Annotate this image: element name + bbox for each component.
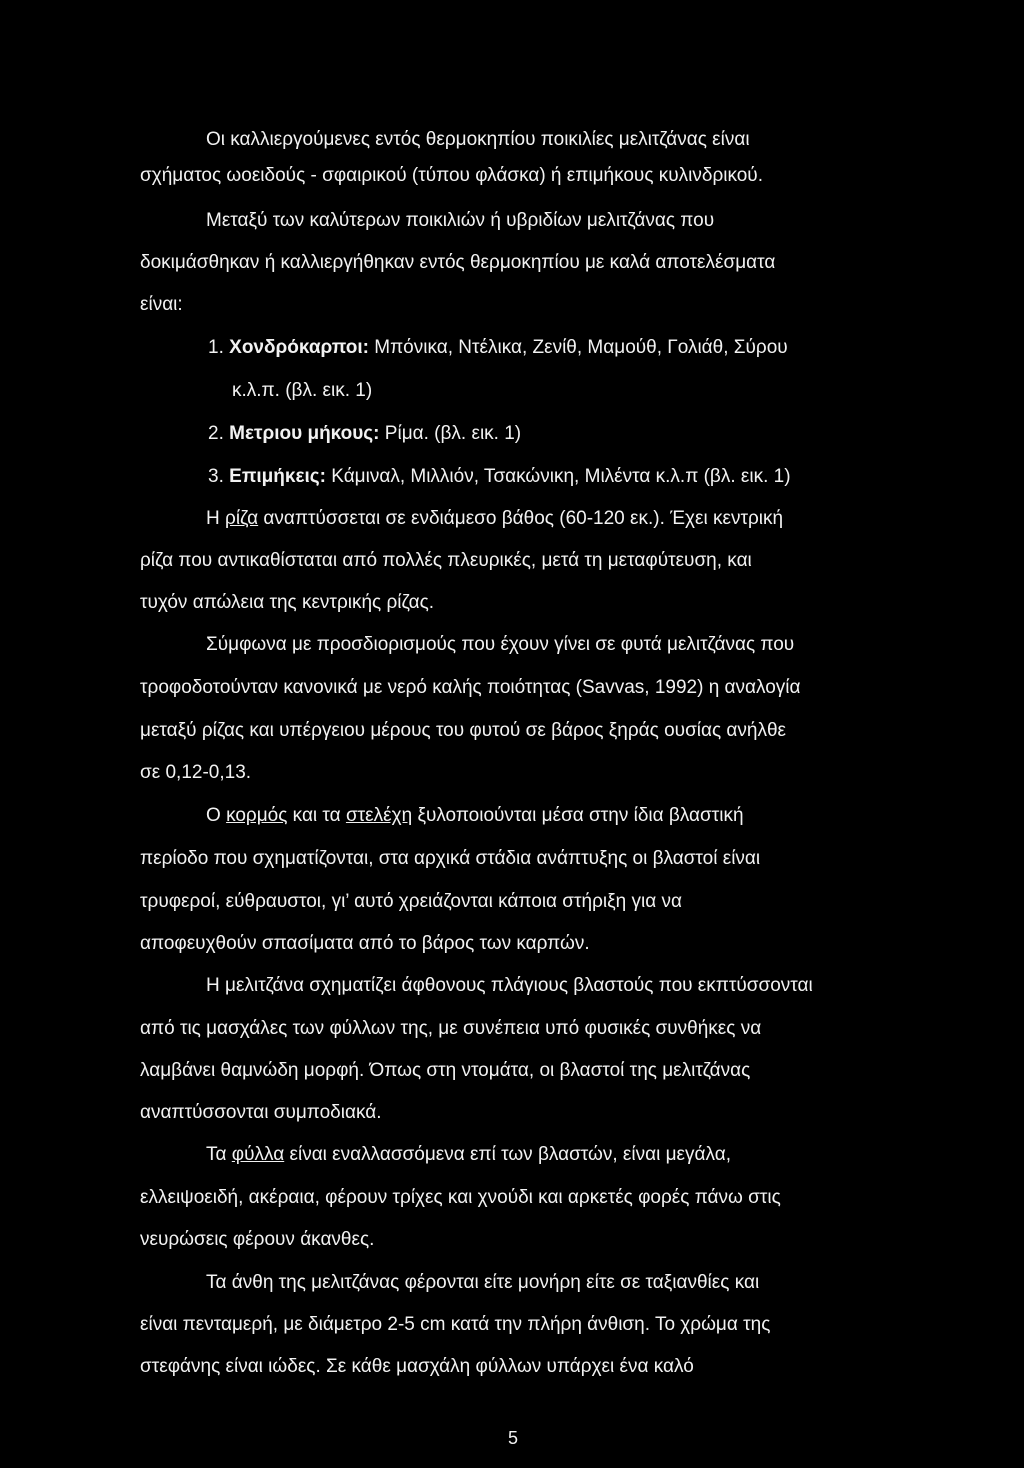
- paragraph-7-word-1: Τα: [206, 1144, 227, 1165]
- paragraph-3-line-2: ρίζα που αντικαθίσταται από πολλές πλευρικές, μετά τη μεταφύτευση, και: [140, 550, 752, 571]
- list-item-1-number: 1.: [208, 337, 224, 358]
- paragraph-5-rest: ξυλοποιούνται μέσα στην ίδια βλαστική: [417, 805, 744, 826]
- list-item-2-label: Μετριου μήκους:: [229, 423, 380, 444]
- list-item-2: [208, 422, 808, 446]
- list-item-2-text: Ρίμα. (βλ. εικ. 1): [384, 423, 522, 444]
- paragraph-3-word-1: Η: [206, 508, 220, 529]
- paragraph-2-line-2: δοκιμάσθηκαν ή καλλιεργήθηκαν εντός θερμοκηπίου με καλά αποτελέσματα: [140, 252, 776, 273]
- list-item-3-text: Κάμιναλ, Μιλλιόν, Τσακώνικη, Μιλέντα κ.λ.π (βλ. εικ. 1): [331, 466, 791, 487]
- paragraph-2-line-3: είναι:: [140, 294, 183, 315]
- paragraph-3-line-1: [206, 507, 890, 531]
- paragraph-7-rest: είναι εναλλασσόμενα επί των βλαστών, είναι μεγάλα,: [289, 1144, 731, 1165]
- stems-link: στελέχη: [345, 805, 413, 826]
- leaves-link: φύλλα: [231, 1144, 285, 1165]
- list-item-3: [208, 465, 890, 489]
- paragraph-5-words-2: και τα: [292, 805, 341, 826]
- list-item-1: [208, 336, 890, 360]
- paragraph-7-line-3: νευρώσεις φέρουν άκανθες.: [140, 1229, 375, 1250]
- paragraph-5-word-1: Ο: [206, 805, 221, 826]
- paragraph-4-line-3: μεταξύ ρίζας και υπέργειου μέρους του φυτού σε βάρος ξηράς ουσίας ανήλθε: [140, 720, 787, 741]
- paragraph-8-line-1: Τα άνθη της μελιτζάνας φέρονται είτε μονήρη είτε σε ταξιανθίες και: [206, 1272, 760, 1293]
- list-item-1-text: Μπόνικα, Ντέλικα, Ζενίθ, Μαμούθ, Γολιάθ, Σύρου: [374, 337, 788, 358]
- trunk-link: κορμός: [226, 805, 288, 826]
- paragraph-7-line-2: ελλειψοειδή, ακέραια, φέρουν τρίχες και χνούδι και αρκετές φορές πάνω στις: [140, 1187, 781, 1208]
- paragraph-5-line-1: [206, 804, 890, 828]
- paragraph-6-line-4: αναπτύσσονται συμποδιακά.: [140, 1102, 382, 1123]
- paragraph-3-line-3: τυχόν απώλεια της κεντρικής ρίζας.: [140, 592, 435, 613]
- paragraph-8-line-3: στεφάνης είναι ιώδες. Σε κάθε μασχάλη φύλλων υπάρχει ένα καλό: [140, 1356, 694, 1377]
- paragraph-4-line-2: τροφοδοτούνταν κανονικά με νερό καλής ποιότητας (Savvas, 1992) η αναλογία: [140, 677, 801, 698]
- paragraph-6-line-3: λαμβάνει θαμνώδη μορφή. Όπως στη ντομάτα, οι βλαστοί της μελιτζάνας: [140, 1060, 751, 1081]
- paragraph-4-line-4: σε 0,12-0,13.: [140, 762, 252, 783]
- paragraph-5-line-4: αποφευχθούν σπασίματα από το βάρος των καρπών.: [140, 933, 590, 954]
- root-link: ρίζα: [225, 508, 259, 529]
- paragraph-1-line-1: Οι καλλιεργούμενες εντός θερμοκηπίου ποικιλίες μελιτζάνας είναι: [206, 129, 750, 150]
- list-item-1-label: Χονδρόκαρποι:: [229, 337, 369, 358]
- list-item-1-continuation: κ.λ.π. (βλ. εικ. 1): [232, 380, 373, 401]
- list-item-3-number: 3.: [208, 466, 224, 487]
- paragraph-4-line-1: Σύμφωνα με προσδιορισμούς που έχουν γίνει σε φυτά μελιτζάνας που: [206, 634, 795, 655]
- paragraph-6-line-2: από τις μασχάλες των φύλλων της, με συνέπεια υπό φυσικές συνθήκες να: [140, 1018, 762, 1039]
- list-item-2-number: 2.: [208, 423, 224, 444]
- page-number: 5: [508, 1428, 519, 1448]
- paragraph-5-line-2: περίοδο που σχηματίζονται, στα αρχικά στάδια ανάπτυξης οι βλαστοί είναι: [140, 848, 761, 869]
- paragraph-2-line-1: Μεταξύ των καλύτερων ποικιλιών ή υβριδίων μελιτζάνας που: [206, 210, 715, 231]
- paragraph-3-rest: αναπτύσσεται σε ενδιάμεσο βάθος (60-120 εκ.). Έχει κεντρική: [263, 508, 784, 529]
- list-item-3-label: Επιμήκεις:: [229, 466, 326, 487]
- paragraph-1-line-2: σχήματος ωοειδούς - σφαιρικού (τύπου φλάσκα) ή επιμήκους κυλινδρικού.: [140, 165, 763, 186]
- paragraph-5-line-3: τρυφεροί, εύθραυστοι, γι’ αυτό χρειάζονται κάποια στήριξη για να: [140, 891, 682, 912]
- paragraph-6-line-1: Η μελιτζάνα σχηματίζει άφθονους πλάγιους βλαστούς που εκπτύσσονται: [206, 975, 813, 996]
- paragraph-8-line-2: είναι πενταμερή, με διάμετρο 2-5 cm κατά την πλήρη άνθιση. Το χρώμα της: [140, 1314, 771, 1335]
- paragraph-7-line-1: [206, 1143, 890, 1167]
